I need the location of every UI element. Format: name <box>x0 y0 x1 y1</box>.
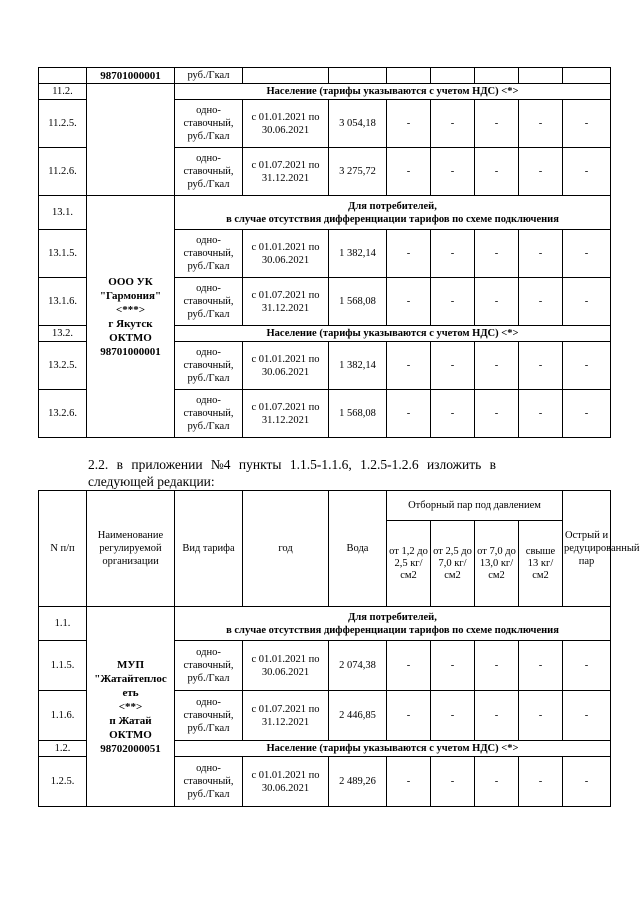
header-pressure-3: от 7,0 до 13,0 кг/см2 <box>475 521 519 607</box>
header-number: N п/п <box>39 491 87 607</box>
table-row <box>39 68 611 84</box>
tariff-table-appendix-4 <box>38 490 640 807</box>
amendment-paragraph: 2.2. в приложении №4 пункты 1.1.5-1.1.6, 1.2.5-1.2.6 изложить в <box>88 457 497 472</box>
table-row: 1.2.5. одно-ставочный, руб./Гкал с 01.01.2021 по 30.06.2021 2 489,26 - - - - - <box>39 757 611 807</box>
table-row: 13.2.5. одно-ставочный, руб./Гкал с 01.01.2021 по 30.06.2021 1 382,14 - - - - - <box>39 342 611 390</box>
tariff-unit: руб./Гкал <box>175 68 243 84</box>
section-title: Для потребителей, в случае отсутствия дифференциации тарифов по схеме подключения <box>175 607 611 641</box>
section-title: Население (тарифы указываются с учетом НДС) <*> <box>175 326 611 342</box>
table-row: 13.1.5. одно-ставочный, руб./Гкал с 01.01.2021 по 30.06.2021 1 382,14 - - - - - <box>39 230 611 278</box>
table-row: 11.2.6. одно-ставочный, руб./Гкал с 01.07.2021 по 31.12.2021 3 275,72 - - - - - <box>39 148 611 196</box>
row-number <box>39 68 87 84</box>
table-row: 1.1.5. одно-ставочный, руб./Гкал с 01.01.2021 по 30.06.2021 2 074,38 - - - - - <box>39 641 611 691</box>
section-title: Население (тарифы указываются с учетом НДС) <*> <box>175 741 611 757</box>
header-year: год <box>243 491 329 607</box>
org-name-cell: МУП "Жатайтеплос еть <**> п Жатай ОКТМО 98702000051 <box>87 607 175 807</box>
table-row: 1.1.6. одно-ставочный, руб./Гкал с 01.07.2021 по 31.12.2021 2 446,85 - - - - - <box>39 691 611 741</box>
section-title: Население (тарифы указываются с учетом НДС) <*> <box>175 84 611 100</box>
header-row <box>39 491 611 521</box>
section-row: 1.2. Население (тарифы указываются с учетом НДС) <*> <box>39 741 611 757</box>
table-row: 13.2.6. одно-ставочный, руб./Гкал с 01.07.2021 по 31.12.2021 1 568,08 - - - - - <box>39 390 611 438</box>
header-pressure-1: от 1,2 до 2,5 кг/см2 <box>387 521 431 607</box>
amendment-paragraph-continued: следующей редакции: <box>88 474 215 489</box>
header-pressure-4: свыше 13 кг/см2 <box>519 521 563 607</box>
section-title: Для потребителей, в случае отсутствия дифференциации тарифов по схеме подключения <box>175 196 611 230</box>
header-pressure-2: от 2,5 до 7,0 кг/см2 <box>431 521 475 607</box>
header-sharp-steam: Острый и редуцированный пар <box>563 491 611 607</box>
tariff-table-continued <box>38 67 611 438</box>
org-name-cell: ООО УК "Гармония" <***> г Якутск ОКТМО 98701000001 <box>87 196 175 438</box>
section-row <box>39 84 611 100</box>
header-tariff-type: Вид тарифа <box>175 491 243 607</box>
section-row: 13.2. Население (тарифы указываются с учетом НДС) <*> <box>39 326 611 342</box>
section-row: 1.1. МУП "Жатайтеплос еть <**> п Жатай ОКТМО 98702000051 Для потребителей, в случае отсутствия дифференциации тарифов по схеме подключения <box>39 607 611 641</box>
row-number: 11.2. <box>39 84 87 100</box>
org-code: 98701000001 <box>87 68 175 84</box>
table-row: 11.2.5. одно-ставочный, руб./Гкал с 01.01.2021 по 30.06.2021 3 054,18 - - - - - <box>39 100 611 148</box>
header-steam: Отборный пар под давлением <box>387 491 563 521</box>
header-water: Вода <box>329 491 387 607</box>
header-organization: Наименование регулируемой организации <box>87 491 175 607</box>
section-row: 13.1. ООО УК "Гармония" <***> г Якутск ОКТМО 98701000001 Для потребителей, в случае отсутствия дифференциации тарифов по схеме подключения <box>39 196 611 230</box>
table-row: 13.1.6. одно-ставочный, руб./Гкал с 01.07.2021 по 31.12.2021 1 568,08 - - - - - <box>39 278 611 326</box>
